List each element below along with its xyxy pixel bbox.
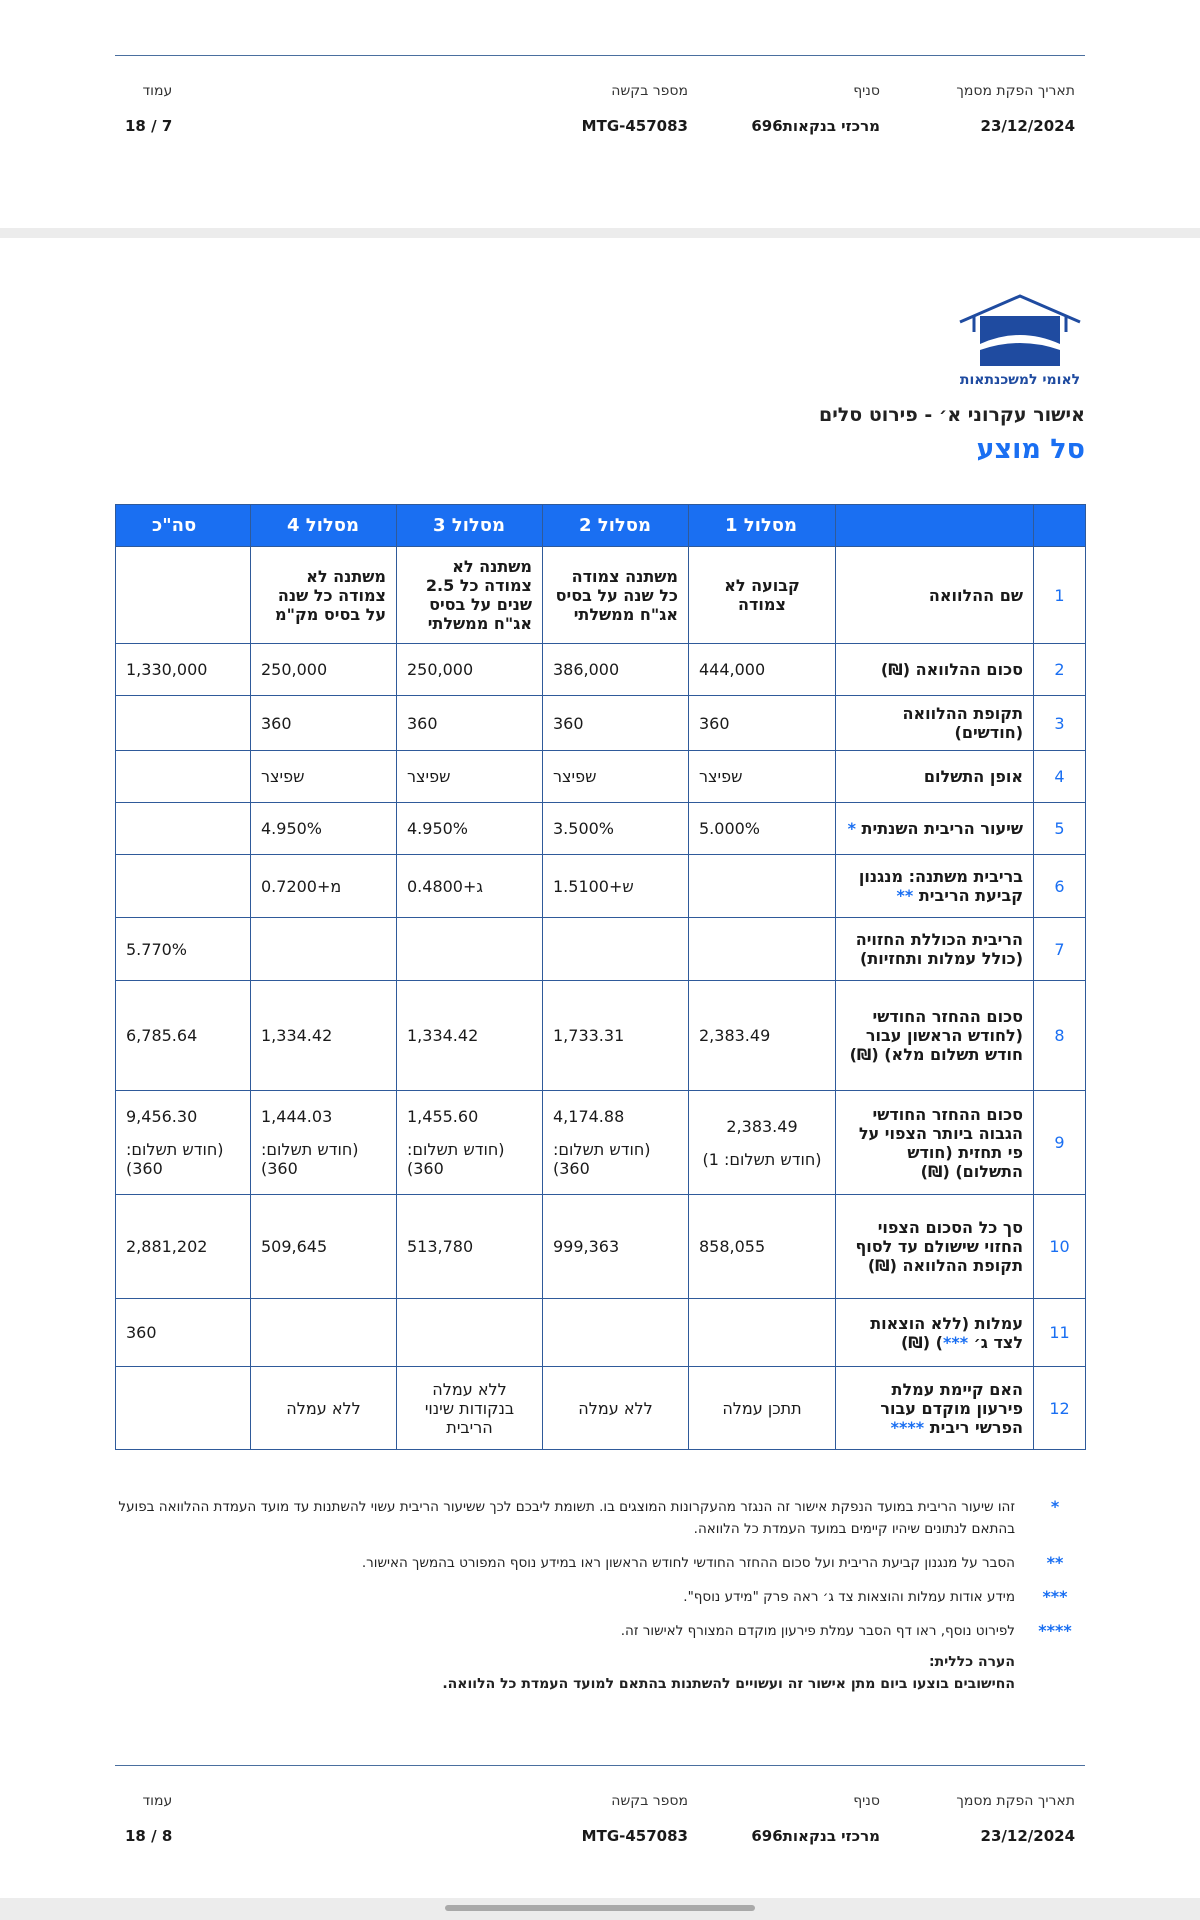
cell-track-1	[689, 855, 836, 918]
header-track-2: מסלול 2	[543, 505, 689, 547]
row-number: 7	[1034, 918, 1086, 981]
cell-track-1: 2,383.49	[689, 981, 836, 1091]
branch-code: 696	[751, 117, 783, 135]
cell-total	[116, 1367, 251, 1450]
house-logo-icon	[950, 292, 1090, 370]
footnote-item	[115, 1586, 1085, 1608]
row-label: בריבית משתנה: מנגנון קביעת הריבית	[858, 867, 1023, 905]
peak-payment-value: 4,174.88	[553, 1107, 625, 1126]
page-header-top	[115, 55, 1085, 145]
peak-payment-value: 1,444.03	[261, 1107, 333, 1126]
row-label-cell	[836, 1299, 1034, 1367]
request-label: מספר בקשה	[611, 83, 688, 99]
cell-track-2: 1,733.31	[543, 981, 689, 1091]
cell-track-3: 360	[397, 696, 543, 751]
peak-payment-value: 2,383.49	[726, 1116, 798, 1136]
table-row	[116, 547, 1086, 644]
peak-payment-month: (חודש תשלום: 360)	[407, 1140, 505, 1178]
row-number: 12	[1034, 1367, 1086, 1450]
cell-track-4: משתנה לא צמודה כל שנה על בסיס מק"מ	[251, 547, 397, 644]
table-row	[116, 1367, 1086, 1450]
basket-title: סל מוצע	[976, 434, 1085, 465]
branch-label: סניף	[853, 1793, 880, 1809]
row-label: אופן התשלום	[836, 751, 1034, 803]
cell-track-2	[543, 918, 689, 981]
cell-track-3: 1,334.42	[397, 981, 543, 1091]
cell-track-3: 513,780	[397, 1195, 543, 1299]
cell-total	[116, 803, 251, 855]
header-rule	[115, 1765, 1085, 1766]
cell-track-1: 5.000%	[689, 803, 836, 855]
cell-track-3	[397, 918, 543, 981]
table-row	[116, 751, 1086, 803]
cell-track-4: 360	[251, 696, 397, 751]
header-rule	[115, 55, 1085, 56]
cell-track-3: ללא עמלה בנקודות שינוי הריבית	[397, 1367, 543, 1450]
cell-track-1	[689, 1299, 836, 1367]
footnote-marker: ***	[942, 1332, 969, 1352]
cell-track-2	[543, 1299, 689, 1367]
row-label-cell	[836, 855, 1034, 918]
header-total: סה"כ	[116, 505, 251, 547]
peak-payment-value: 1,455.60	[407, 1107, 479, 1126]
cell-total: 360	[116, 1299, 251, 1367]
doc-date-value: 23/12/2024	[980, 117, 1075, 135]
cell-track-1	[689, 1091, 836, 1195]
footnote-item	[115, 1620, 1085, 1642]
row-label: תקופת ההלוואה (חודשים)	[836, 696, 1034, 751]
leumi-mortgage-logo	[950, 292, 1090, 388]
cell-total	[116, 1091, 251, 1195]
table-row	[116, 803, 1086, 855]
row-label-tail: ) (₪)	[900, 1332, 943, 1352]
cell-track-1: 858,055	[689, 1195, 836, 1299]
cell-total: 5.770%	[116, 918, 251, 981]
cell-track-3	[397, 1299, 543, 1367]
cell-track-4	[251, 1091, 397, 1195]
page-value: 7 / 18	[125, 117, 173, 135]
cell-track-2: 360	[543, 696, 689, 751]
row-label: סך כל הסכום הצפוי החזוי שישולם עד לסוף תקופת ההלוואה (₪)	[836, 1195, 1034, 1299]
table-row	[116, 644, 1086, 696]
row-number: 3	[1034, 696, 1086, 751]
page-label: עמוד	[142, 1793, 173, 1809]
cell-track-4: 509,645	[251, 1195, 397, 1299]
cell-track-4	[251, 1299, 397, 1367]
cell-track-2: ללא עמלה	[543, 1367, 689, 1450]
document-title: אישור עקרוני א׳ - פירוט סלים	[818, 404, 1085, 426]
header-track-1: מסלול 1	[689, 505, 836, 547]
footnote-marker: ****	[890, 1417, 925, 1437]
footnote-marker: *	[847, 819, 856, 838]
row-number: 11	[1034, 1299, 1086, 1367]
page-label: עמוד	[142, 83, 173, 99]
header-num	[1034, 505, 1086, 547]
cell-track-4: 1,334.42	[251, 981, 397, 1091]
cell-track-1: שפיצר	[689, 751, 836, 803]
table-row	[116, 1299, 1086, 1367]
cell-track-2: משתנה צמודה כל שנה על בסיס אג"ח ממשלתי	[543, 547, 689, 644]
row-label: עמלות (ללא הוצאות לצד ג׳	[870, 1313, 1023, 1352]
row-label: שם ההלוואה	[836, 547, 1034, 644]
request-label: מספר בקשה	[611, 1793, 688, 1809]
row-number: 6	[1034, 855, 1086, 918]
page-number-block	[125, 1793, 172, 1845]
row-number: 5	[1034, 803, 1086, 855]
cell-track-1: 360	[689, 696, 836, 751]
doc-date-value: 23/12/2024	[980, 1827, 1075, 1845]
page-header-bottom	[115, 1765, 1085, 1855]
cell-track-2: 386,000	[543, 644, 689, 696]
peak-payment-month: (חודש תשלום: 360)	[126, 1140, 224, 1178]
table-header-row	[116, 505, 1086, 547]
row-label: האם קיימת עמלת פירעון מוקדם עבור הפרשי ריבית	[880, 1379, 1023, 1437]
cell-total: 1,330,000	[116, 644, 251, 696]
table-row	[116, 1091, 1086, 1195]
row-label-cell	[836, 803, 1034, 855]
cell-track-2: 999,363	[543, 1195, 689, 1299]
cell-track-1	[689, 918, 836, 981]
cell-track-4: מ+0.7200	[251, 855, 397, 918]
cell-total: 2,881,202	[116, 1195, 251, 1299]
peak-payment-month: (חודש תשלום: 360)	[553, 1140, 651, 1178]
footnotes	[115, 1496, 1085, 1692]
row-number: 4	[1034, 751, 1086, 803]
cell-track-2: ש+1.5100	[543, 855, 689, 918]
doc-date-block	[956, 83, 1075, 135]
doc-date-label: תאריך הפקת מסמך	[956, 83, 1075, 99]
request-block	[582, 83, 688, 135]
row-number: 8	[1034, 981, 1086, 1091]
cell-total	[116, 696, 251, 751]
cell-track-2: 3.500%	[543, 803, 689, 855]
cell-track-2	[543, 1091, 689, 1195]
logo-text: לאומי למשכנתאות	[959, 372, 1081, 388]
cell-track-4: שפיצר	[251, 751, 397, 803]
table-row	[116, 696, 1086, 751]
request-value: MTG-457083	[581, 117, 688, 135]
loan-tracks-table	[115, 504, 1086, 1450]
scroll-indicator[interactable]	[445, 1905, 755, 1911]
peak-payment-value: 9,456.30	[126, 1107, 198, 1126]
cell-total	[116, 751, 251, 803]
general-note	[115, 1654, 1085, 1692]
table-row	[116, 981, 1086, 1091]
cell-track-3: ג+0.4800	[397, 855, 543, 918]
request-value: MTG-457083	[581, 1827, 688, 1845]
table-row	[116, 918, 1086, 981]
branch-name: מרכזי בנקאות	[782, 1827, 880, 1845]
cell-track-1: 444,000	[689, 644, 836, 696]
footnote-text: לפירוט נוסף, ראו דף הסבר עמלת פירעון מוקדם המצורף לאישור זה.	[620, 1623, 1015, 1639]
header-label	[836, 505, 1034, 547]
general-note-title: הערה כללית:	[928, 1654, 1015, 1670]
row-label: הריבית הכוללת החזויה (כולל עמלות ותחזיות)	[836, 918, 1034, 981]
row-number: 9	[1034, 1091, 1086, 1195]
branch-block	[719, 1793, 880, 1845]
request-block	[582, 1793, 688, 1845]
footnote-mark: ***	[1042, 1587, 1068, 1606]
row-number: 1	[1034, 547, 1086, 644]
footnote-text: מידע אודות עמלות והוצאות צד ג׳ ראה פרק "מידע נוסף".	[683, 1589, 1015, 1605]
cell-total: 6,785.64	[116, 981, 251, 1091]
page-number-block	[125, 83, 172, 135]
cell-track-1: קבועה לא צמודה	[689, 547, 836, 644]
branch-block	[719, 83, 880, 135]
cell-track-3	[397, 1091, 543, 1195]
row-label: סכום ההלוואה (₪)	[836, 644, 1034, 696]
general-note-body: החישובים בוצעו ביום מתן אישור זה ועשויים להשתנות בהתאם למועד העמדת כל הלוואה.	[442, 1676, 1015, 1692]
footnote-mark: ****	[1038, 1621, 1072, 1640]
row-label-cell	[836, 1367, 1034, 1450]
branch-label: סניף	[853, 83, 880, 99]
doc-date-label: תאריך הפקת מסמך	[956, 1793, 1075, 1809]
table-row	[116, 1195, 1086, 1299]
page-value: 8 / 18	[125, 1827, 173, 1845]
footnote-marker: **	[896, 886, 914, 905]
footnote-mark: *	[1050, 1497, 1060, 1516]
branch-code: 696	[751, 1827, 783, 1845]
branch-name: מרכזי בנקאות	[782, 117, 880, 135]
row-label: סכום ההחזר החודשי הגבוה ביותר הצפוי על פי תחזית (חודש התשלום) (₪)	[836, 1091, 1034, 1195]
footnote-text: זהו שיעור הריבית במועד הנפקת אישור זה הנגזר מהעקרונות המוצגים בו. תשומת ליבכם לכך ששיעור הריבית עשוי להשתנות עד מועד העמדת ההלוואה בפועל בהתאם לנתונים שיהיו קיימים במועד העמדת כל הלוואה.	[118, 1499, 1015, 1537]
header-track-3: מסלול 3	[397, 505, 543, 547]
peak-payment-month: (חודש תשלום: 1)	[702, 1149, 822, 1169]
row-label: שיעור הריבית השנתית	[861, 819, 1023, 838]
page-break-strip	[0, 228, 1200, 238]
cell-track-2: שפיצר	[543, 751, 689, 803]
header-track-4: מסלול 4	[251, 505, 397, 547]
table-row	[116, 855, 1086, 918]
cell-track-4: 250,000	[251, 644, 397, 696]
row-number: 10	[1034, 1195, 1086, 1299]
cell-track-4: ללא עמלה	[251, 1367, 397, 1450]
footnote-mark: **	[1046, 1553, 1064, 1572]
cell-track-4: 4.950%	[251, 803, 397, 855]
cell-total	[116, 855, 251, 918]
doc-date-block	[956, 1793, 1075, 1845]
cell-track-4	[251, 918, 397, 981]
peak-payment-month: (חודש תשלום: 360)	[261, 1140, 359, 1178]
cell-track-3: 4.950%	[397, 803, 543, 855]
cell-track-3: 250,000	[397, 644, 543, 696]
cell-track-3: משתנה לא צמודה כל 2.5 שנים על בסיס אג"ח ממשלתי	[397, 547, 543, 644]
cell-total	[116, 547, 251, 644]
footnote-item	[115, 1496, 1085, 1540]
footnote-item	[115, 1552, 1085, 1574]
row-number: 2	[1034, 644, 1086, 696]
footnote-text: הסבר על מנגנון קביעת הריבית ועל סכום ההחזר החודשי לחודש הראשון ראו במידע נוסף המפורט בהמשך האישור.	[361, 1555, 1015, 1571]
row-label: סכום ההחזר החודשי (לחודש הראשון עבור חודש תשלום מלא) (₪)	[836, 981, 1034, 1091]
cell-track-3: שפיצר	[397, 751, 543, 803]
cell-track-1: תתכן עמלה	[689, 1367, 836, 1450]
